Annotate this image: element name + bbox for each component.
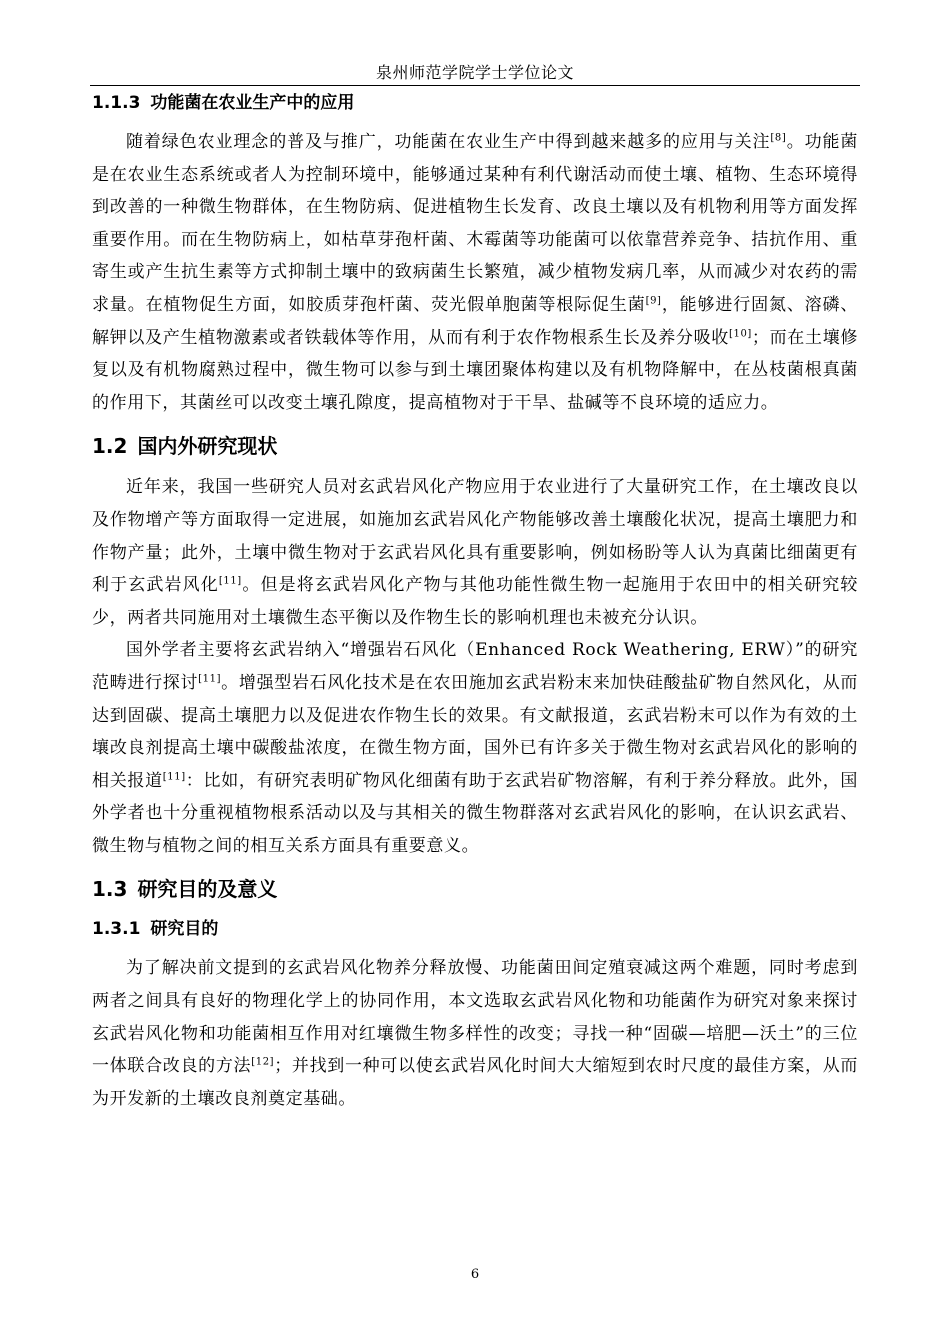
section-number: 1.1.3 xyxy=(92,93,141,113)
citation-ref: [11] xyxy=(218,575,242,587)
paragraph-text: 为了解决前文提到的玄武岩风化物养分释放慢、功能菌田间定殖衰减这两个难题，同时考虑到两者之间具有良好的物理化学上的协同作用，本文选取玄武岩风化物和功能菌作为研究对象来探讨玄武岩风化物和功能菌相互作用对红壤微生物多样性的改变；寻找一种“固碳—培肥—沃土”的三位一体联合改良的方法 xyxy=(92,958,858,1077)
section-number: 1.2 xyxy=(92,434,128,459)
citation-ref: [12] xyxy=(251,1056,275,1068)
section-title: 国内外研究现状 xyxy=(137,434,278,459)
paragraph-text: 近年来，我国一些研究人员对玄武岩风化产物应用于农业进行了大量研究工作，在土壤改良以及作物增产等方面取得一定进展，如施加玄武岩风化产物能够改善土壤酸化状况，提高土壤肥力和作物产量；此外，土壤中微生物对于玄武岩风化具有重要影响，例如杨盼等人认为真菌比细菌更有利于玄武岩风化 xyxy=(92,477,858,596)
section-title: 功能菌在农业生产中的应用 xyxy=(150,93,355,113)
page-header: 泉州师范学院学士学位论文 xyxy=(375,63,574,82)
citation-ref: [9] xyxy=(645,295,662,307)
paragraph-text: ；并找到一种可以使玄武岩风化时间大大缩短到农时尺度的最佳方案，从而为开发新的土壤改良剂奠定基础。 xyxy=(92,1056,858,1109)
paragraph-text: ：比如，有研究表明矿物风化细菌有助于玄武岩矿物溶解，有利于养分释放。此外，国外学者也十分重视植物根系活动以及与其相关的微生物群落对玄武岩风化的影响，在认识玄武岩、微生物与植物之间的相互关系方面具有重要意义。 xyxy=(92,770,858,856)
paragraph-domestic-research xyxy=(92,471,858,634)
paragraph-text: 。功能菌是在农业生态系统或者人为控制环境中，能够通过某种有利代谢活动而使土壤、植物、生态环境得到改善的一种微生物群体，在生物防病、促进植物生长发育、改良土壤以及有机物利用等方面发挥重要作用。而在生物防病上，如枯草芽孢杆菌、木霉菌等功能菌可以依靠营养竞争、拮抗作用、重寄生或产生抗生素等方式抑制土壤中的致病菌生长繁殖，减少植物发病几率，从而减少对农药的需求量。在植物促生方面，如胶质芽孢杆菌、荧光假单胞菌等根际促生菌 xyxy=(92,132,858,315)
citation-ref: [11] xyxy=(198,673,222,685)
paragraph-text: ，能够进行固氮、溶磷、解钾以及产生植物激素或者铁载体等作用，从而有利于农作物根系生长及养分吸收 xyxy=(92,294,858,348)
paragraph-text: 国外学者主要将玄武岩纳入“增强岩石风化（Enhanced Rock Weathering, ERW）”的研究范畴进行探讨 xyxy=(92,640,858,693)
section-number: 1.3.1 xyxy=(92,919,141,940)
citation-ref: [11] xyxy=(162,771,186,783)
header-divider xyxy=(90,85,860,86)
paragraph-research-purpose xyxy=(92,952,858,1115)
paragraph-text: 。增强型岩石风化技术是在农田施加玄武岩粉末来加快硅酸盐矿物自然风化，从而达到固碳、提高土壤肥力以及促进农作物生长的效果。有文献报道，玄武岩粉末可以作为有效的土壤改良剂提高土壤中碳酸盐浓度，在微生物方面，国外已有许多关于微生物对玄武岩风化的影响的相关报道 xyxy=(92,672,858,791)
paragraph-text: 随着绿色农业理念的普及与推广，功能菌在农业生产中得到越来越多的应用与关注 xyxy=(126,132,771,152)
document-body xyxy=(92,88,858,1115)
paragraph-functional-bacteria xyxy=(92,126,858,419)
section-heading-1-3 xyxy=(92,874,858,904)
section-heading-1-3-1 xyxy=(92,914,858,944)
citation-ref: [10] xyxy=(728,327,752,339)
section-title: 研究目的 xyxy=(150,919,219,940)
section-number: 1.3 xyxy=(92,877,128,902)
section-heading-1-1-3 xyxy=(92,88,858,118)
citation-ref: [8] xyxy=(770,132,787,144)
paragraph-text: 。但是将玄武岩风化产物与其他功能性微生物一起施用于农田中的相关研究较少，两者共同施用对土壤微生态平衡以及作物生长的影响机理也未被充分认识。 xyxy=(92,575,859,628)
paragraph-text: ；而在土壤修复以及有机物腐熟过程中，微生物可以参与到土壤团聚体构建以及有机物降解中，在丛枝菌根真菌的作用下，其菌丝可以改变土壤孔隙度，提高植物对于干旱、盐碱等不良环境的适应力。 xyxy=(92,327,858,413)
page-number: 6 xyxy=(470,1267,480,1282)
section-heading-1-2 xyxy=(92,431,858,461)
paragraph-foreign-research xyxy=(92,634,858,862)
section-title: 研究目的及意义 xyxy=(137,877,278,902)
